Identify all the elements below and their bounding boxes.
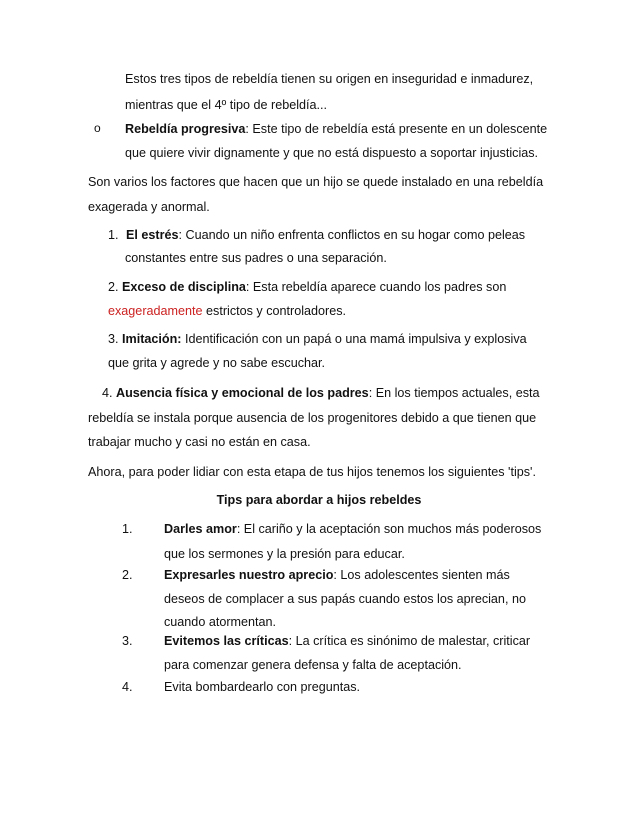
factor-3-number: 3. <box>108 332 119 346</box>
tip-2-term: Expresarles nuestro aprecio <box>164 568 334 582</box>
tip-1-number: 1. <box>122 522 133 536</box>
factor-4-line-2: rebeldía se instala porque ausencia de los progenitores debido a que tienen que <box>88 411 537 425</box>
tip-2-line-3: cuando atormentan. <box>164 615 277 629</box>
factor-4-number: 4. <box>102 386 113 400</box>
tip-2-number: 2. <box>122 568 133 582</box>
tip-3-term: Evitemos las críticas <box>164 634 289 648</box>
factor-1-number: 1. <box>108 228 119 242</box>
tip-3-line-1 <box>164 633 530 649</box>
factor-4-line-3: trabajar mucho y casi no están en casa. <box>88 435 311 449</box>
tip-2-line-1 <box>164 567 510 583</box>
tip-1-term: Darles amor <box>164 522 237 536</box>
tips-heading: Tips para abordar a hijos rebeldes <box>216 493 422 507</box>
factor-1-text: : Cuando un niño enfrenta conflictos en su hogar como peleas <box>178 228 526 242</box>
factor-3-term: Imitación: <box>122 332 182 346</box>
factor-2-term: Exceso de disciplina <box>122 280 246 294</box>
tip-3-text: : La crítica es sinónimo de malestar, criticar <box>288 634 531 648</box>
factor-1-line-2: constantes entre sus padres o una separación. <box>125 251 387 265</box>
tip-4-number: 4. <box>122 680 133 694</box>
factores-line-1: Son varios los factores que hacen que un hijo se quede instalado en una rebeldía <box>88 175 544 189</box>
intro-line-1: Estos tres tipos de rebeldía tienen su origen en inseguridad e inmadurez, <box>125 72 534 86</box>
tip-1-line-2: que los sermones y la presión para educar. <box>164 547 405 561</box>
progresiva-term: Rebeldía progresiva <box>125 122 246 136</box>
factores-line-2: exagerada y anormal. <box>88 200 210 214</box>
factor-2-line-2 <box>108 303 346 319</box>
tip-2-text: : Los adolescentes sienten más <box>333 568 510 582</box>
factor-2-number: 2. <box>108 280 119 294</box>
factor-2-text: : Esta rebeldía aparece cuando los padres son <box>245 280 507 294</box>
ahora-paragraph: Ahora, para poder lidiar con esta etapa de tus hijos tenemos los siguientes 'tips'. <box>88 465 536 479</box>
factor-3-line-2: que grita y agrede y no sabe escuchar. <box>108 356 326 370</box>
factor-1-line-1 <box>108 227 525 243</box>
factor-4-term: Ausencia física y emocional de los padres <box>116 386 369 400</box>
factor-3-text: Identificación con un papá o una mamá impulsiva y explosiva <box>181 332 527 346</box>
factor-2-line-1 <box>108 279 506 295</box>
tip-4-text: Evita bombardearlo con preguntas. <box>164 680 361 694</box>
tip-3-line-2: para comenzar genera defensa y falta de aceptación. <box>164 658 462 672</box>
factor-4-text: : En los tiempos actuales, esta <box>368 386 540 400</box>
progresiva-line-1 <box>125 121 547 137</box>
factor-1-term: El estrés <box>126 228 179 242</box>
factor-3-line-1 <box>108 331 527 347</box>
tip-3-number: 3. <box>122 634 133 648</box>
intro-line-2: mientras que el 4º tipo de rebeldía... <box>125 98 328 112</box>
progresiva-line-2: que quiere vivir dignamente y que no está dispuesto a soportar injusticias. <box>125 146 539 160</box>
bullet-marker: o <box>94 121 101 135</box>
factor-4-line-1 <box>102 385 540 401</box>
tip-1-line-1 <box>164 521 541 537</box>
tip-2-line-2: deseos de complacer a sus papás cuando estos los aprecian, no <box>164 592 526 606</box>
factor-2-text-2: estrictos y controladores. <box>202 304 347 318</box>
factor-2-highlight: exageradamente <box>108 304 203 318</box>
tip-1-text: : El cariño y la aceptación son muchos más poderosos <box>236 522 542 536</box>
progresiva-text: : Este tipo de rebeldía está presente en un dolescente <box>245 122 548 136</box>
